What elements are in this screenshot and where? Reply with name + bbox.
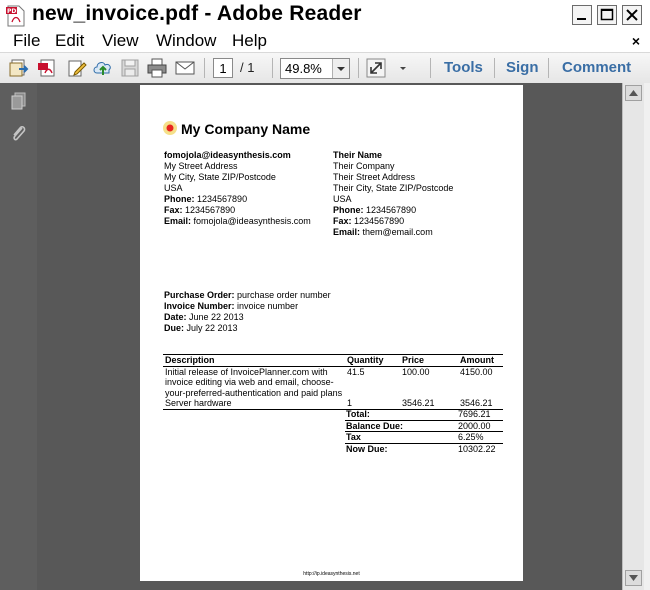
- scroll-down-button[interactable]: [625, 570, 642, 586]
- zoom-value: 49.8%: [285, 61, 322, 76]
- edit-document-icon[interactable]: [66, 57, 88, 79]
- table-row: [163, 366, 503, 398]
- totals-block: [345, 409, 503, 454]
- menu-help[interactable]: Help: [232, 31, 267, 50]
- zoom-select[interactable]: [280, 58, 350, 79]
- to-city: Their City, State ZIP/Postcode: [333, 183, 454, 193]
- menu-edit[interactable]: Edit: [55, 31, 85, 50]
- header-quantity: Quantity: [345, 355, 400, 367]
- title-bar: [0, 0, 650, 31]
- invoice-date: Date: June 22 2013: [164, 312, 244, 322]
- toolbar-separator: [548, 58, 549, 78]
- from-city: My City, State ZIP/Postcode: [164, 172, 276, 182]
- menu-view[interactable]: View: [102, 31, 139, 50]
- menu-bar: [0, 30, 650, 52]
- save-icon[interactable]: [119, 57, 141, 79]
- now-due-row: Now Due: 10302.22: [346, 443, 496, 454]
- svg-text:PDF: PDF: [7, 8, 21, 15]
- item-description: Server hardware: [165, 398, 232, 408]
- item-quantity: 41.5: [347, 366, 365, 377]
- close-icon: [623, 6, 641, 24]
- header-amount: Amount: [458, 355, 503, 367]
- item-amount: 3546.21: [460, 398, 493, 408]
- email-icon[interactable]: [174, 57, 196, 79]
- toolbar-separator: [430, 58, 431, 78]
- tax-row: Tax 6.25%: [345, 432, 503, 444]
- footer-url: http://ip.ideasynthesis.net: [303, 571, 360, 577]
- minimize-button[interactable]: [572, 5, 592, 25]
- scroll-up-button[interactable]: [625, 85, 642, 101]
- document-close-button[interactable]: ×: [631, 33, 640, 49]
- tools-button[interactable]: Tools: [444, 59, 483, 76]
- window-border: [644, 83, 650, 590]
- page-thumbnails-icon[interactable]: [9, 91, 29, 111]
- vertical-scrollbar[interactable]: [622, 83, 645, 590]
- maximize-button[interactable]: [597, 5, 617, 25]
- invoice-due: Due: July 22 2013: [164, 323, 238, 333]
- sign-button[interactable]: Sign: [506, 59, 539, 76]
- company-name: My Company Name: [181, 121, 311, 137]
- navigation-panel: [0, 83, 37, 590]
- from-email: Email: fomojola@ideasynthesis.com: [164, 216, 311, 226]
- from-street: My Street Address: [164, 161, 238, 171]
- toolbar-separator: [494, 58, 495, 78]
- page-number-input[interactable]: 1: [213, 58, 233, 78]
- to-name: Their Name: [333, 150, 383, 160]
- arrow-down-icon: [626, 571, 641, 585]
- to-company: Their Company: [333, 161, 395, 171]
- to-country: USA: [333, 194, 352, 204]
- to-email: Email: them@email.com: [333, 227, 433, 237]
- menu-window[interactable]: Window: [156, 31, 217, 50]
- invoice-number: Invoice Number: invoice number: [164, 301, 299, 311]
- toolbar: [0, 52, 650, 84]
- toolbar-separator: [204, 58, 205, 78]
- from-country: USA: [164, 183, 183, 193]
- balance-due-row: Balance Due: 2000.00: [345, 421, 503, 433]
- total-row: Total: 7696.21: [345, 409, 503, 421]
- to-fax: Fax: 1234567890: [333, 216, 405, 226]
- company-logo-icon: [162, 120, 178, 136]
- minimize-icon: [573, 6, 591, 24]
- arrow-up-icon: [626, 86, 641, 100]
- menu-file[interactable]: File: [13, 31, 41, 50]
- line-items-table: [163, 354, 503, 410]
- table-row: [163, 398, 503, 409]
- pdf-page: [140, 85, 523, 581]
- print-icon[interactable]: [146, 57, 168, 79]
- cloud-upload-icon[interactable]: [92, 57, 114, 79]
- header-price: Price: [400, 355, 458, 367]
- attachments-icon[interactable]: [9, 123, 29, 145]
- zoom-dropdown-button[interactable]: [332, 59, 349, 78]
- to-street: Their Street Address: [333, 172, 416, 182]
- window-title: new_invoice.pdf - Adobe Reader: [32, 2, 362, 25]
- maximize-icon: [598, 6, 616, 24]
- chevron-down-icon: [333, 59, 349, 78]
- fit-page-icon[interactable]: [365, 57, 387, 79]
- item-price: 100.00: [402, 366, 430, 377]
- from-phone: Phone: 1234567890: [164, 194, 248, 204]
- pdf-file-icon: [6, 5, 26, 27]
- to-phone: Phone: 1234567890: [333, 205, 417, 215]
- toolbar-separator: [272, 58, 273, 78]
- create-pdf-icon[interactable]: [8, 57, 30, 79]
- pdf-document-icon[interactable]: [36, 57, 58, 79]
- page-total: / 1: [240, 60, 255, 75]
- header-description: Description: [163, 355, 345, 367]
- toolbar-overflow-icon[interactable]: [392, 57, 414, 79]
- item-price: 3546.21: [402, 398, 435, 408]
- from-email-line: fomojola@ideasynthesis.com: [164, 150, 291, 160]
- item-description: Initial release of InvoicePlanner.com with invoice editing via web and email, choose- your-preferred-authentication and paid plans: [165, 366, 343, 398]
- toolbar-separator: [358, 58, 359, 78]
- comment-button[interactable]: Comment: [562, 59, 632, 76]
- from-fax: Fax: 1234567890: [164, 205, 236, 215]
- purchase-order: Purchase Order: purchase order number: [164, 290, 331, 300]
- close-button[interactable]: [622, 5, 642, 25]
- item-amount: 4150.00: [460, 366, 493, 377]
- item-quantity: 1: [347, 398, 353, 408]
- table-header-row: [163, 355, 503, 367]
